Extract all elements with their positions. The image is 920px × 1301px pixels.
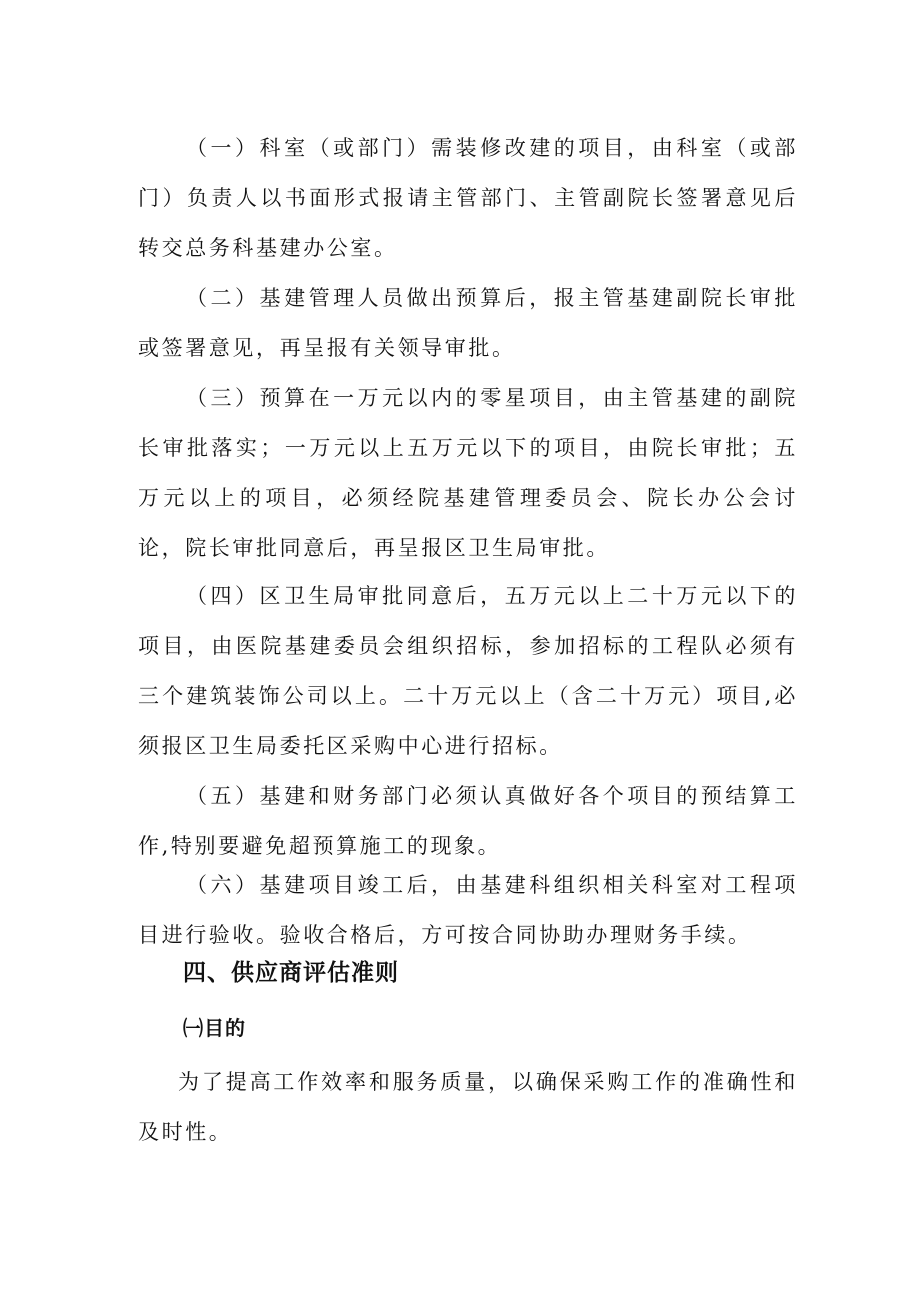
paragraph-6: （六）基建项目竣工后，由基建科组织相关科室对工程项目进行验收。验收合格后，方可按合同协助办理财务手续。 [138, 873, 798, 947]
paragraph-2: （二）基建管理人员做出预算后，报主管基建副院长审批或签署意见，再呈报有关领导审批。 [138, 286, 798, 360]
paragraph-4: （四）区卫生局审批同意后，五万元以上二十万元以下的项目，由医院基建委员会组织招标，参加招标的工程队必须有三个建筑装饰公司以上。二十万元以上（含二十万元）项目,必须报区卫生局委托区采购中心进行招标。 [138, 584, 798, 758]
paragraph-5: （五）基建和财务部门必须认真做好各个项目的预结算工作,特别要避免超预算施工的现象。 [138, 784, 798, 858]
paragraph-3: （三）预算在一万元以内的零星项目，由主管基建的副院长审批落实；一万元以上五万元以下的项目，由院长审批；五万元以上的项目，必须经院基建管理委员会、院长办公会讨论，院长审批同意后，再呈报区卫生局审批。 [138, 386, 798, 560]
paragraph-1: （一）科室（或部门）需装修改建的项目，由科室（或部门）负责人以书面形式报请主管部门、主管副院长签署意见后转交总务科基建办公室。 [138, 136, 798, 260]
subsection-heading: ㈠目的 [183, 1016, 246, 1040]
section-heading: 四、供应商评估准则 [183, 960, 399, 986]
purpose-paragraph: 为了提高工作效率和服务质量，以确保采购工作的准确性和及时性。 [138, 1070, 798, 1144]
